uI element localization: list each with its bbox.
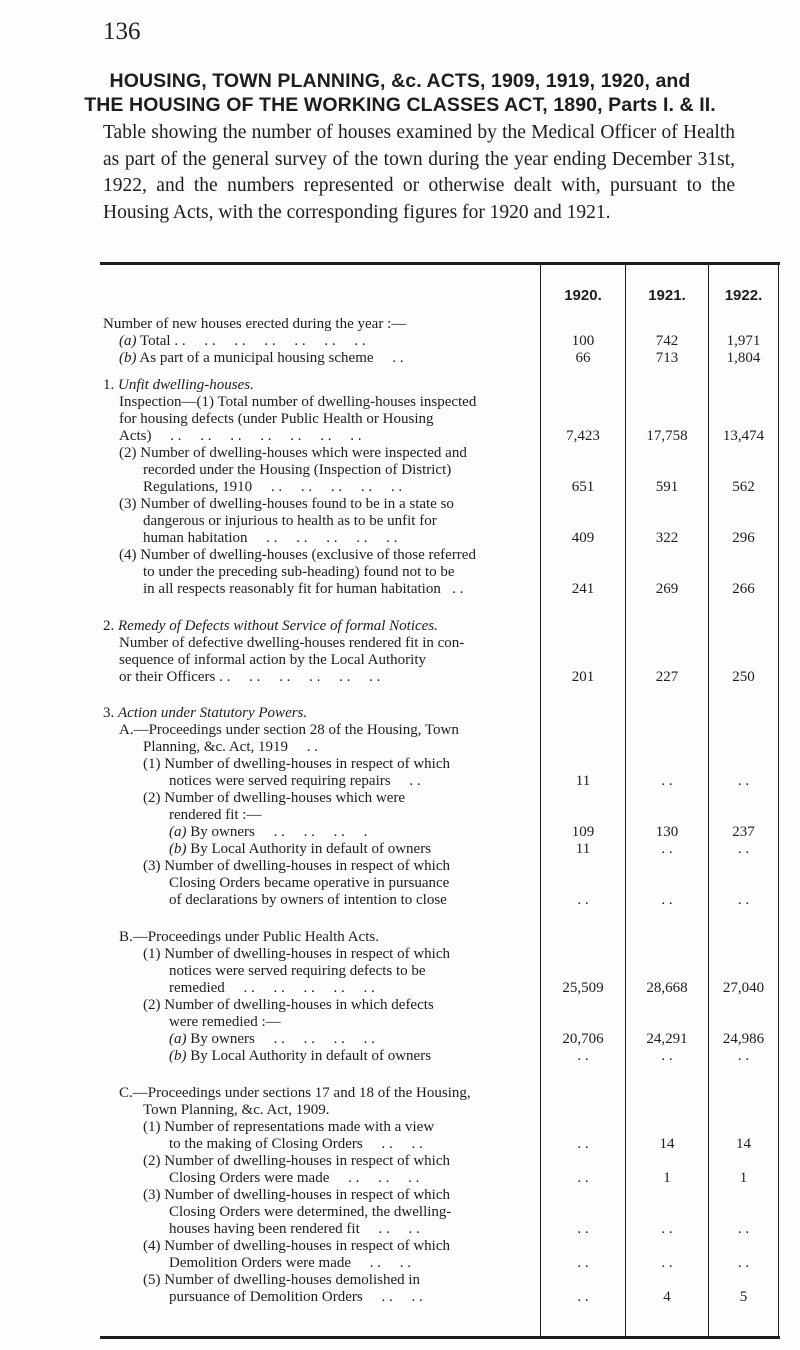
intro-paragraph: Table showing the number of houses examined by the Medical Officer of Health as part of the general survey of the town during the year ending December 31st, 1922, and the numbers represented or otherwise dealt with, pursuant to the Housing Acts, with the corresponding figures for 1920 and 1921. [103, 122, 735, 223]
row-text: dangerous or injurious to health as to be unfit for [143, 513, 437, 529]
row-label [103, 394, 533, 411]
table-cell: 266 [732, 581, 755, 597]
row-text: (3) Number of dwelling-houses in respect of which [143, 1187, 451, 1203]
row-label [103, 316, 533, 333]
section-number: 2. [103, 618, 118, 634]
table-cell: 713 [655, 350, 679, 366]
row-text: pursuance of Demolition Orders . . . . [169, 1289, 423, 1305]
row-label [103, 739, 533, 756]
table-cell: 25,509 [562, 980, 604, 996]
row-label [103, 635, 533, 652]
row-text: By Local Authority in default of owners [186, 841, 432, 857]
table-cell: . . [577, 1255, 589, 1271]
row-text: As part of a municipal housing scheme . . [136, 350, 404, 366]
row-label [103, 841, 533, 858]
table-cell: . . [737, 892, 750, 908]
table-cell: 14 [736, 1136, 751, 1152]
row-label [103, 946, 533, 963]
row-text: Town Planning, &c. Act, 1909. [143, 1102, 330, 1118]
row-label [103, 1170, 533, 1187]
row-label [103, 1085, 533, 1102]
row-text: Acts) . . . . . . . . . . . . . . [119, 428, 362, 444]
row-label [103, 581, 533, 598]
row-label [103, 875, 533, 892]
section-title: Unfit dwelling-houses. [118, 377, 254, 393]
table-cell: . . [577, 1048, 589, 1064]
table-cell: . . [737, 1048, 750, 1064]
table-bottom-rule [100, 1336, 780, 1339]
row-label [103, 333, 533, 350]
table-cell: . . [661, 892, 673, 908]
table-cell: 17,758 [646, 428, 688, 444]
row-label [103, 997, 533, 1014]
table-cell: 1 [739, 1170, 748, 1186]
page-number: 136 [103, 18, 141, 45]
row-label [103, 496, 533, 513]
table-cell: 237 [732, 824, 755, 840]
heading-line-2: THE HOUSING OF THE WORKING CLASSES ACT, 1890, Parts I. & II. [84, 94, 716, 116]
heading-line-1: HOUSING, TOWN PLANNING, &c. ACTS, 1909, 1919, 1920, and [109, 70, 691, 92]
column-header-1921: 1921. [648, 287, 686, 304]
row-text: (3) Number of dwelling-houses found to be in a state so [119, 496, 454, 512]
row-label [103, 1204, 533, 1221]
table-cell: . . [737, 841, 750, 857]
column-divider [778, 264, 779, 1336]
table-cell: 250 [732, 669, 755, 685]
table-cell: 241 [571, 581, 595, 597]
table-cell: 409 [571, 530, 595, 546]
table-top-rule [100, 262, 780, 265]
table-cell: 5 [739, 1289, 748, 1305]
row-label [103, 564, 533, 581]
row-text: Closing Orders were made . . . . . . [169, 1170, 420, 1186]
row-label [103, 669, 533, 686]
item-letter: (a) [119, 333, 137, 349]
table-cell: . . [577, 892, 589, 908]
item-letter: (a) [169, 1031, 187, 1047]
row-label [103, 1221, 533, 1238]
row-text: A.—Proceedings under section 28 of the Housing, Town [119, 722, 459, 738]
table-cell: 1,971 [726, 333, 761, 349]
table-cell: 27,040 [722, 980, 765, 996]
table-cell: 269 [655, 581, 679, 597]
table-cell: . . [577, 1289, 589, 1305]
row-label [103, 652, 533, 669]
table-cell: 296 [732, 530, 755, 546]
row-text: By owners . . . . . . . . [186, 1031, 375, 1047]
row-label [103, 1136, 533, 1153]
section-title: Remedy of Defects without Service of formal Notices. [118, 618, 438, 634]
row-text: Closing Orders were determined, the dwelling- [169, 1204, 452, 1220]
row-text: Demolition Orders were made . . . . [169, 1255, 412, 1271]
table-cell: . . [577, 1136, 589, 1152]
row-text: Regulations, 1910 . . . . . . . . . . [143, 479, 403, 495]
row-label [103, 1272, 533, 1289]
row-text: Number of new houses erected during the year :— [103, 316, 407, 332]
table-cell: 24,986 [722, 1031, 765, 1047]
table-cell: 100 [571, 333, 595, 349]
row-label [103, 1187, 533, 1204]
row-text: B.—Proceedings under Public Health Acts. [119, 929, 379, 945]
row-label [103, 1289, 533, 1306]
row-label [103, 1238, 533, 1255]
table-cell: . . [577, 1221, 589, 1237]
row-text: in all respects reasonably fit for human habitation . . [143, 581, 464, 597]
table-cell: 11 [575, 773, 591, 789]
row-label [103, 807, 533, 824]
table-cell: 24,291 [646, 1031, 688, 1047]
row-label [103, 858, 533, 875]
table-cell: 1,804 [726, 350, 761, 366]
row-text: By Local Authority in default of owners [186, 1048, 432, 1064]
section-number: 1. [103, 377, 118, 393]
row-label [103, 350, 533, 367]
row-text: Inspection—(1) Total number of dwelling-houses inspected [119, 394, 477, 410]
row-text: or their Officers . . . . . . . . . . . . [119, 669, 381, 685]
item-letter: (b) [119, 350, 137, 366]
table-cell: . . [577, 1170, 589, 1186]
row-label [103, 479, 533, 496]
row-label [103, 824, 533, 841]
row-text: (3) Number of dwelling-houses in respect of which [143, 858, 451, 874]
item-letter: (b) [169, 1048, 187, 1064]
row-label [103, 1255, 533, 1272]
table-cell: . . [661, 1048, 673, 1064]
row-label [103, 547, 533, 564]
row-text: (2) Number of dwelling-houses which were inspected and [119, 445, 467, 461]
table-cell: 130 [655, 824, 679, 840]
table-cell: 562 [732, 479, 755, 495]
row-text: to under the preceding sub-heading) found not to be [143, 564, 455, 580]
row-label [103, 618, 533, 635]
row-label [103, 445, 533, 462]
row-label [103, 513, 533, 530]
row-text: of declarations by owners of intention to close [169, 892, 447, 908]
section-number: 3. [103, 705, 118, 721]
table-cell: 1 [663, 1170, 671, 1186]
table-cell: 11 [575, 841, 591, 857]
item-letter: (b) [169, 841, 187, 857]
row-text: (4) Number of dwelling-houses (exclusive of those referred [119, 547, 476, 563]
row-text: (2) Number of dwelling-houses in which defects [143, 997, 434, 1013]
table-cell: . . [661, 773, 673, 789]
row-label [103, 462, 533, 479]
row-label [103, 1014, 533, 1031]
row-text: C.—Proceedings under sections 17 and 18 of the Housing, [119, 1085, 471, 1101]
table-cell: 227 [655, 669, 679, 685]
table-cell: . . [737, 1221, 750, 1237]
row-label [103, 428, 533, 445]
row-text: houses having been rendered fit . . . . [169, 1221, 420, 1237]
row-text: sequence of informal action by the Local Authority [119, 652, 426, 668]
row-label [103, 1102, 533, 1119]
row-label [103, 377, 533, 394]
row-label [103, 722, 533, 739]
table-cell: 742 [655, 333, 679, 349]
row-text: notices were served requiring defects to be [169, 963, 426, 979]
table-cell: 66 [575, 350, 591, 366]
row-text: notices were served requiring repairs . . [169, 773, 421, 789]
row-text: were remedied :— [169, 1014, 281, 1030]
section-title: Action under Statutory Powers. [118, 705, 308, 721]
row-label [103, 773, 533, 790]
row-label [103, 530, 533, 547]
row-text: recorded under the Housing (Inspection of District) [143, 462, 452, 478]
row-text: Planning, &c. Act, 1919 . . [143, 739, 318, 755]
row-label [103, 411, 533, 428]
row-text: By owners . . . . . . . [186, 824, 368, 840]
row-text: human habitation . . . . . . . . . . [143, 530, 398, 546]
table-cell: . . [737, 1255, 750, 1271]
table-cell: . . [737, 773, 750, 789]
item-letter: (a) [169, 824, 187, 840]
row-label [103, 1048, 533, 1065]
row-text: to the making of Closing Orders . . . . [169, 1136, 423, 1152]
table-cell: 14 [659, 1136, 675, 1152]
column-header-1922: 1922. [724, 287, 763, 304]
table-cell: . . [661, 1255, 673, 1271]
table-cell: 7,423 [566, 428, 600, 444]
row-text: Total . . . . . . . . . . . . . . [136, 333, 366, 349]
table-cell: 109 [571, 824, 595, 840]
table-cell: 591 [655, 479, 679, 495]
table-cell: 20,706 [562, 1031, 604, 1047]
row-label [103, 705, 533, 722]
row-text: (1) Number of dwelling-houses in respect of which [143, 946, 451, 962]
row-label [103, 963, 533, 980]
row-label [103, 1031, 533, 1048]
row-label [103, 1119, 533, 1136]
table-cell: 13,474 [722, 428, 765, 444]
row-label [103, 929, 533, 946]
row-text: remedied . . . . . . . . . . [169, 980, 375, 996]
row-text: (4) Number of dwelling-houses in respect of which [143, 1238, 451, 1254]
row-text: Number of defective dwelling-houses rendered fit in con- [119, 635, 465, 651]
row-label [103, 756, 533, 773]
row-text: Closing Orders became operative in pursuance [169, 875, 450, 891]
row-label [103, 790, 533, 807]
table-cell: 28,668 [646, 980, 688, 996]
row-text: (1) Number of dwelling-houses in respect of which [143, 756, 451, 772]
row-text: for housing defects (under Public Health or Housing [119, 411, 434, 427]
row-text: rendered fit :— [169, 807, 262, 823]
row-text: (5) Number of dwelling-houses demolished in [143, 1272, 421, 1288]
table-cell: . . [661, 841, 673, 857]
row-label [103, 980, 533, 997]
row-text: (2) Number of dwelling-houses in respect of which [143, 1153, 451, 1169]
table-cell: 322 [655, 530, 679, 546]
row-label [103, 1153, 533, 1170]
row-text: (1) Number of representations made with a view [143, 1119, 435, 1135]
row-label [103, 892, 533, 909]
row-text: (2) Number of dwelling-houses which were [143, 790, 406, 806]
table-cell: 4 [663, 1289, 671, 1305]
table-cell: . . [661, 1221, 673, 1237]
table-cell: 651 [571, 479, 595, 495]
column-header-1920: 1920. [564, 287, 602, 304]
table-cell: 201 [571, 669, 595, 685]
